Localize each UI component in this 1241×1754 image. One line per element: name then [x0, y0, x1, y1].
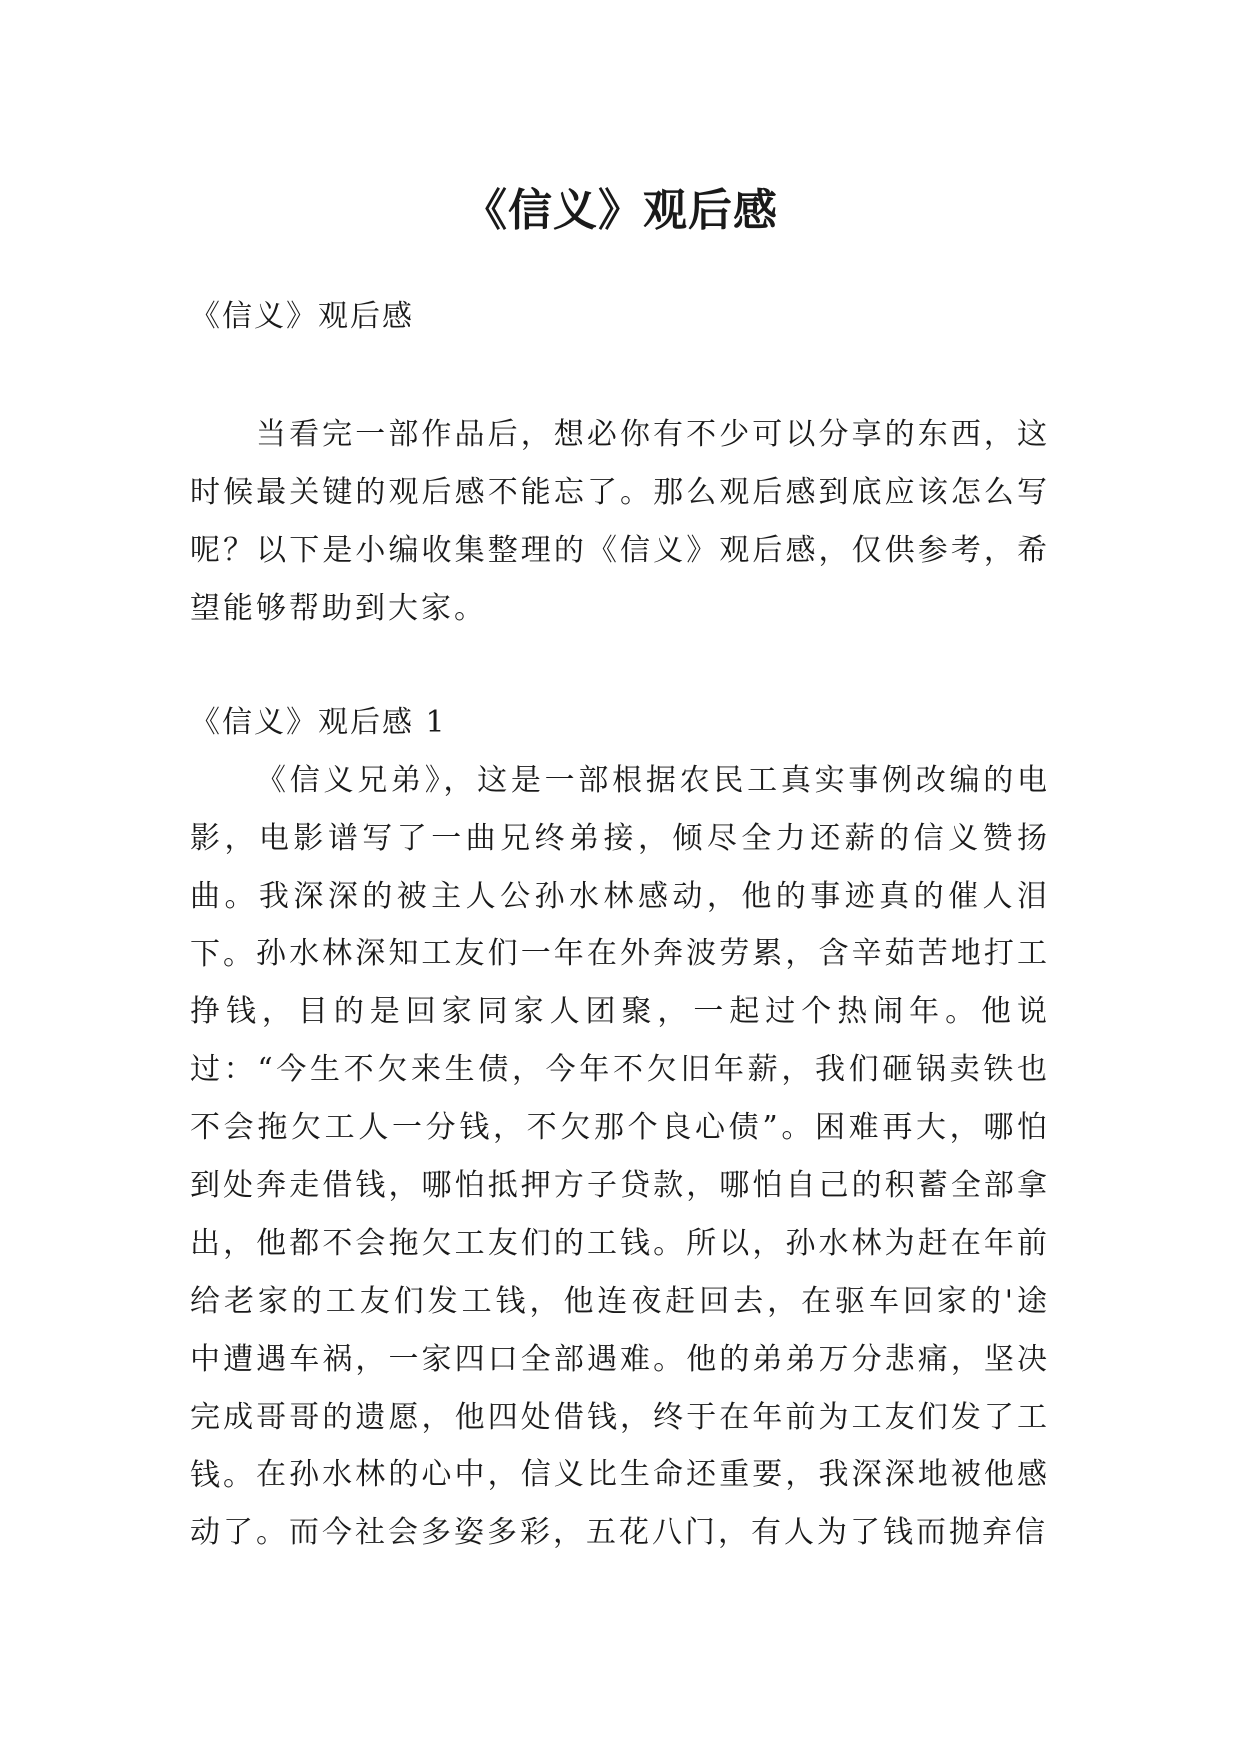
- body-paragraph-1: 《信义兄弟》，这是一部根据农民工真实事例改编的电影，电影谱写了一曲兄终弟接，倾尽全力还薪的信义赞扬曲。我深深的被主人公孙水林感动，他的事迹真的催人泪下。: [190, 763, 1050, 972]
- intro-paragraph: 当看完一部作品后，想必你有不少可以分享的东西，这时候最关键的观后感不能忘了。那么观后感到底应该怎么写呢？以下是小编收集整理的《信义》观后感，仅供参考，希望能够帮助到大家。: [190, 417, 1050, 626]
- body-paragraph-2: 孙水林深知工友们一年在外奔波劳累，含辛茹苦地打工挣钱，目的是回家同家人团聚，一起过个热闹年。他说过：“今生不欠来生债，今年不欠旧年薪，我们砸锅卖铁也不会拖欠工人一分钱，不欠那个良心债”。困难再大，哪怕到处奔走借钱，哪怕抵押方子贷款，哪怕自己的积蓄全部拿出，他都不会拖欠工友们的工钱。所以，孙水林为赶在年前给老家的工友们发工钱，他连夜赶回去，在驱车回家的'途中遭遇车祸，一家四口全部遇难。他的弟弟万分悲痛，坚决完成哥哥的遗愿，他四处借钱，终于在年前为工友们发了工钱。: [190, 936, 1050, 1493]
- section-heading: 《信义》观后感 1: [190, 705, 447, 740]
- document-subtitle: 《信义》观后感: [190, 299, 414, 334]
- document-title: 《信义》观后感: [463, 185, 778, 237]
- body-paragraph-3: 在孙水林的心中，信义比生命还重要，我深深地被他感动了。而今社会多姿多彩，五花八门，有人为了钱而抛弃信: [190, 1457, 1050, 1550]
